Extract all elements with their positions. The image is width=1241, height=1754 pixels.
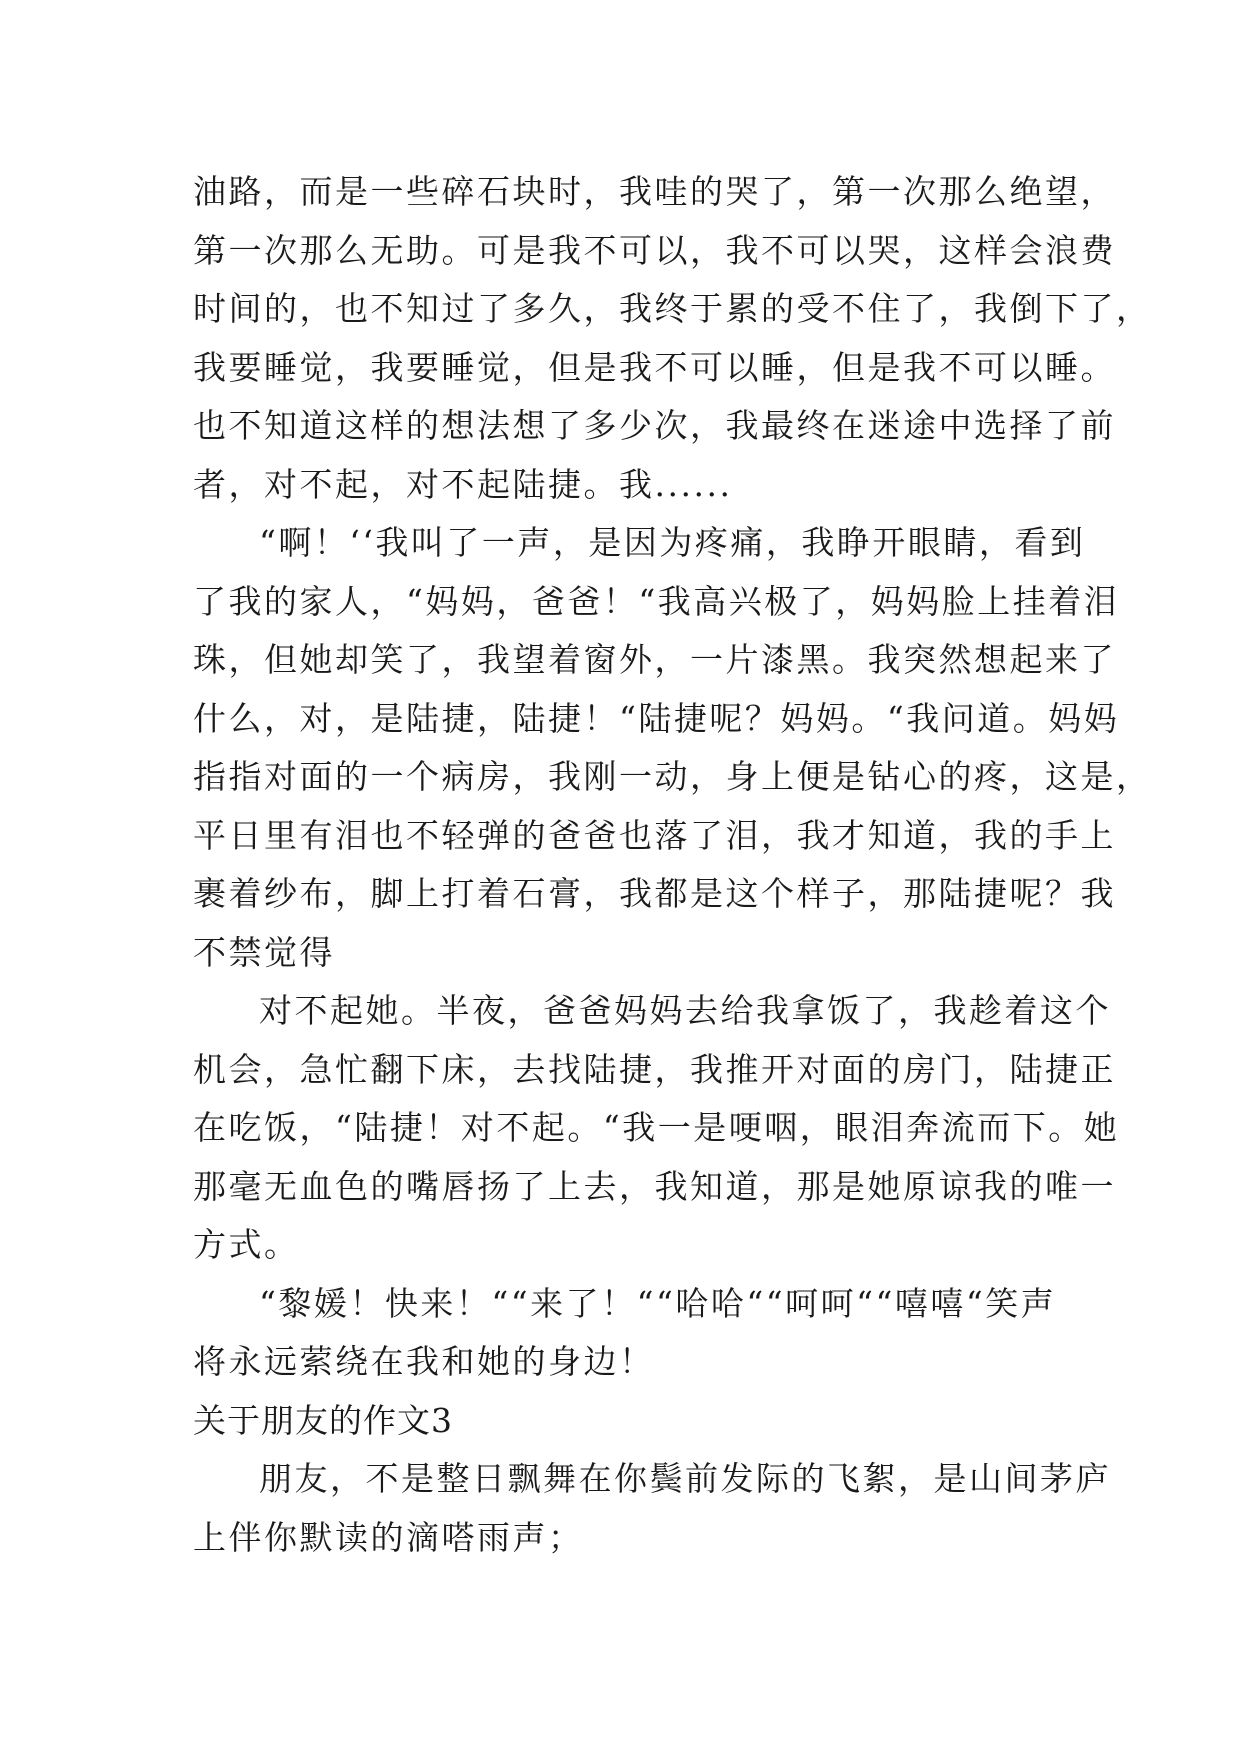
text-line: 那毫无血色的嘴唇扬了上去，我知道，那是她原谅我的唯一 <box>193 1166 1116 1206</box>
text-line: 了我的家人，“妈妈，爸爸！“我高兴极了，妈妈脸上挂着泪 <box>193 581 1120 621</box>
text-line: 者，对不起，对不起陆捷。我...... <box>193 464 733 504</box>
text-line: 什么，对，是陆捷，陆捷！“陆捷呢？妈妈。“我问道。妈妈 <box>193 698 1120 738</box>
paragraph-start-line: 对不起她。半夜，爸爸妈妈去给我拿饭了，我趁着这个 <box>259 991 1111 1030</box>
section-heading: 关于朋友的作文3 <box>193 1400 453 1440</box>
paragraph-start-line: “啊！‘‘我叫了一声，是因为疼痛，我睁开眼睛，看到 <box>259 523 1086 562</box>
text-line: 也不知道这样的想法想了多少次，我最终在迷途中选择了前 <box>193 406 1116 445</box>
text-line: 油路，而是一些碎石块时，我哇的哭了，第一次那么绝望， <box>193 172 1116 211</box>
text-line: 珠，但她却笑了，我望着窗外，一片漆黑。我突然想起来了 <box>193 640 1116 679</box>
text-line: 时间的，也不知过了多久，我终于累的受不住了，我倒下了， <box>193 289 1152 328</box>
text-line: 上伴你默读的滴嗒雨声； <box>193 1517 584 1557</box>
text-line: 第一次那么无助。可是我不可以，我不可以哭，这样会浪费 <box>193 230 1116 270</box>
paragraph-start-line: 朋友，不是整日飘舞在你鬓前发际的飞絮，是山间茅庐 <box>259 1459 1111 1498</box>
text-line: 在吃饭，“陆捷！对不起。“我一是哽咽，眼泪奔流而下。她 <box>193 1108 1120 1147</box>
text-line: 将永远萦绕在我和她的身边！ <box>193 1342 655 1381</box>
text-line: 我要睡觉，我要睡觉，但是我不可以睡，但是我不可以睡。 <box>193 347 1116 387</box>
document-body <box>193 163 1152 1567</box>
text-line: 裹着纱布，脚上打着石膏，我都是这个样子，那陆捷呢？我 <box>193 874 1116 913</box>
text-line: 指指对面的一个病房，我刚一动，身上便是钻心的疼，这是， <box>193 757 1152 796</box>
paragraph-start-line: “黎媛！快来！““来了！““哈哈““呵呵““嘻嘻“笑声 <box>259 1283 1057 1323</box>
text-line: 方式。 <box>193 1225 300 1264</box>
text-line: 机会，急忙翻下床，去找陆捷，我推开对面的房门，陆捷正 <box>193 1049 1116 1089</box>
text-line: 不禁觉得 <box>193 932 335 972</box>
text-line: 平日里有泪也不轻弹的爸爸也落了泪，我才知道，我的手上 <box>193 815 1116 855</box>
